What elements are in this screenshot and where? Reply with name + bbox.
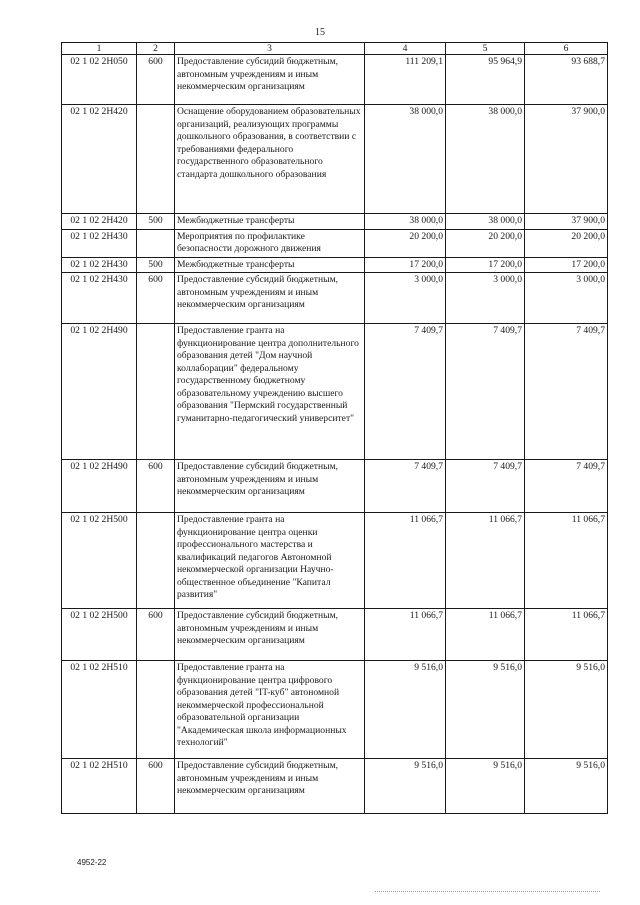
row-value-year2: 38 000,0 [446, 105, 525, 214]
row-code: 02 1 02 2Н510 [62, 661, 137, 759]
row-description: Межбюджетные трансферты [175, 257, 365, 273]
row-value-year3: 7 409,7 [525, 324, 608, 460]
table-row [62, 105, 608, 214]
table-row [62, 55, 608, 105]
row-value-year2: 7 409,7 [446, 460, 525, 513]
row-value-year2: 3 000,0 [446, 273, 525, 324]
row-value-year1: 38 000,0 [365, 105, 446, 214]
column-header-4: 4 [365, 43, 446, 55]
row-value-year2: 11 066,7 [446, 513, 525, 609]
row-description: Предоставление субсидий бюджетным, автономным учреждениям и иным некоммерческим организациям [175, 460, 365, 513]
table-row [62, 257, 608, 273]
row-value-year3: 7 409,7 [525, 460, 608, 513]
page-number: 15 [315, 27, 325, 38]
column-header-3: 3 [175, 43, 365, 55]
row-expense-type: 600 [137, 609, 175, 661]
row-code: 02 1 02 2Н050 [62, 55, 137, 105]
row-expense-type: 600 [137, 55, 175, 105]
row-code: 02 1 02 2Н500 [62, 609, 137, 661]
row-description: Предоставление субсидий бюджетным, автономным учреждениям и иным некоммерческим организациям [175, 609, 365, 661]
column-header-5: 5 [446, 43, 525, 55]
row-code: 02 1 02 2Н490 [62, 460, 137, 513]
row-value-year2: 17 200,0 [446, 257, 525, 273]
table-row [62, 460, 608, 513]
row-value-year3: 3 000,0 [525, 273, 608, 324]
row-value-year2: 9 516,0 [446, 759, 525, 814]
row-expense-type: 500 [137, 257, 175, 273]
row-value-year2: 9 516,0 [446, 661, 525, 759]
row-value-year2: 20 200,0 [446, 229, 525, 257]
table-row [62, 324, 608, 460]
table-row [62, 661, 608, 759]
header-row [62, 43, 608, 55]
row-value-year1: 9 516,0 [365, 661, 446, 759]
row-value-year1: 17 200,0 [365, 257, 446, 273]
row-code: 02 1 02 2Н430 [62, 229, 137, 257]
table-row [62, 229, 608, 257]
row-value-year2: 11 066,7 [446, 609, 525, 661]
row-expense-type: 600 [137, 759, 175, 814]
row-expense-type [137, 229, 175, 257]
row-description: Предоставление субсидий бюджетным, автономным учреждениям и иным некоммерческим организациям [175, 759, 365, 814]
row-expense-type: 600 [137, 273, 175, 324]
table-row [62, 214, 608, 230]
row-value-year2: 7 409,7 [446, 324, 525, 460]
row-code: 02 1 02 2Н430 [62, 257, 137, 273]
row-value-year3: 37 900,0 [525, 214, 608, 230]
column-header-2: 2 [137, 43, 175, 55]
row-value-year3: 37 900,0 [525, 105, 608, 214]
row-value-year1: 7 409,7 [365, 324, 446, 460]
row-value-year1: 7 409,7 [365, 460, 446, 513]
row-description: Мероприятия по профилактике безопасности дорожного движения [175, 229, 365, 257]
row-code: 02 1 02 2Н420 [62, 214, 137, 230]
row-expense-type [137, 513, 175, 609]
column-header-6: 6 [525, 43, 608, 55]
table-row [62, 609, 608, 661]
row-value-year2: 38 000,0 [446, 214, 525, 230]
scan-artifact-line [375, 891, 600, 892]
row-code: 02 1 02 2Н490 [62, 324, 137, 460]
row-value-year3: 20 200,0 [525, 229, 608, 257]
row-value-year1: 3 000,0 [365, 273, 446, 324]
row-description: Предоставление гранта на функционирование центра дополнительного образования детей "Дом научной коллаборации" федеральному государственному бюджетному образовательному учреждению высшего образования "Пермский государственный гуманитарно-педагогический университет" [175, 324, 365, 460]
row-description: Оснащение оборудованием образовательных организаций, реализующих программы дошкольного образования, в соответствии с требованиями федерального государственного образовательного стандарта дошкольного образования [175, 105, 365, 214]
row-value-year3: 9 516,0 [525, 759, 608, 814]
document-code: 4952-22 [77, 858, 107, 867]
table-row [62, 273, 608, 324]
row-description: Межбюджетные трансферты [175, 214, 365, 230]
row-expense-type [137, 661, 175, 759]
row-value-year1: 11 066,7 [365, 609, 446, 661]
row-expense-type: 600 [137, 460, 175, 513]
row-value-year2: 95 964,9 [446, 55, 525, 105]
row-description: Предоставление субсидий бюджетным, автономным учреждениям и иным некоммерческим организациям [175, 55, 365, 105]
row-description: Предоставление гранта на функционирование центра цифрового образования детей "IT-куб" автономной некоммерческой профессиональной образовательной организации "Академическая школа информационных технологий" [175, 661, 365, 759]
row-value-year3: 93 688,7 [525, 55, 608, 105]
row-value-year1: 111 209,1 [365, 55, 446, 105]
row-description: Предоставление гранта на функционирование центра оценки профессионального мастерства и квалификаций педагогов Автономной некоммерческой организации Научно-общественное объединение "Капитал развития" [175, 513, 365, 609]
row-expense-type [137, 324, 175, 460]
row-code: 02 1 02 2Н430 [62, 273, 137, 324]
row-code: 02 1 02 2Н500 [62, 513, 137, 609]
row-expense-type [137, 105, 175, 214]
row-value-year1: 20 200,0 [365, 229, 446, 257]
row-description: Предоставление субсидий бюджетным, автономным учреждениям и иным некоммерческим организациям [175, 273, 365, 324]
row-value-year1: 11 066,7 [365, 513, 446, 609]
row-value-year3: 11 066,7 [525, 609, 608, 661]
table-row [62, 759, 608, 814]
row-value-year3: 17 200,0 [525, 257, 608, 273]
budget-table [61, 42, 608, 814]
table-row [62, 513, 608, 609]
row-value-year1: 9 516,0 [365, 759, 446, 814]
row-value-year3: 11 066,7 [525, 513, 608, 609]
row-code: 02 1 02 2Н420 [62, 105, 137, 214]
row-code: 02 1 02 2Н510 [62, 759, 137, 814]
row-value-year3: 9 516,0 [525, 661, 608, 759]
row-expense-type: 500 [137, 214, 175, 230]
column-header-1: 1 [62, 43, 137, 55]
row-value-year1: 38 000,0 [365, 214, 446, 230]
